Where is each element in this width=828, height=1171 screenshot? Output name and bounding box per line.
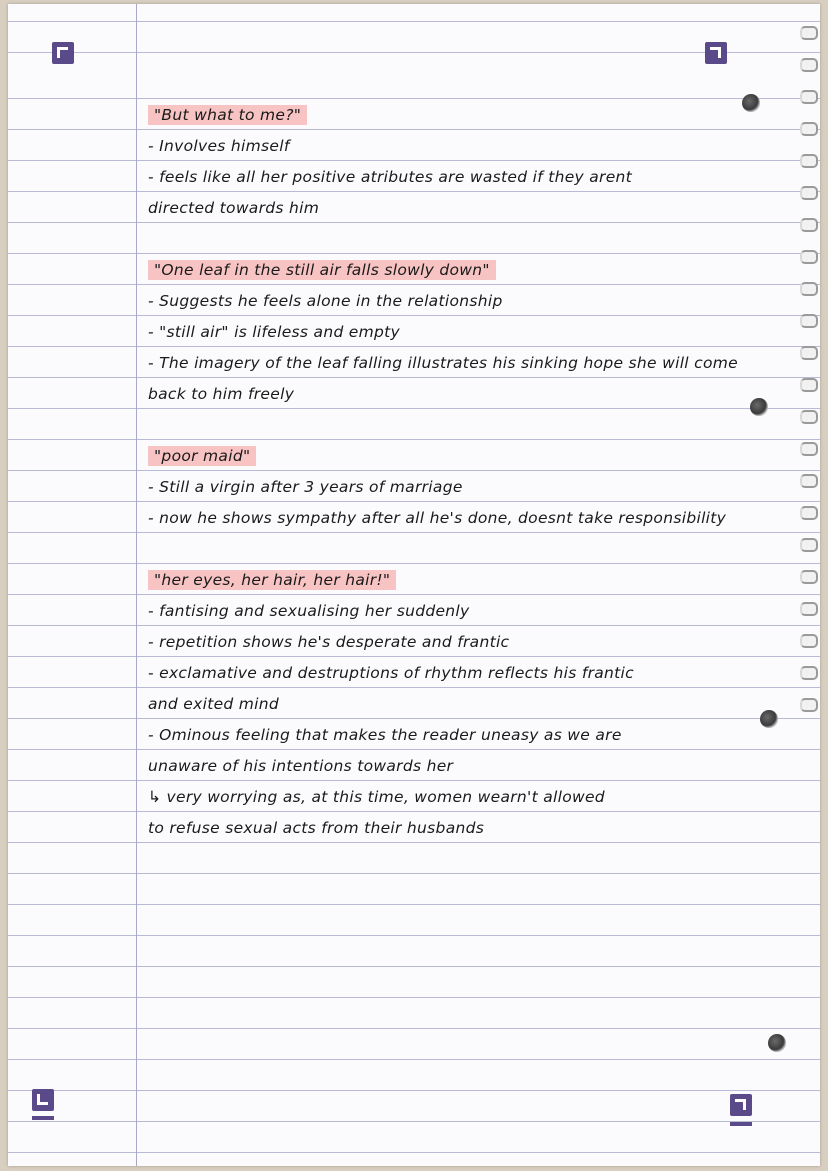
quote-highlight: "One leaf in the still air falls slowly down" bbox=[148, 260, 496, 280]
note-line: - feels like all her positive atributes are wasted if they arent bbox=[148, 168, 633, 186]
handwritten-notes bbox=[148, 100, 818, 844]
corner-mark-bottom-right-icon bbox=[730, 1094, 752, 1116]
note-section bbox=[148, 565, 818, 844]
note-line: and exited mind bbox=[148, 695, 280, 713]
margin-line bbox=[136, 4, 137, 1166]
note-line: unaware of his intentions towards her bbox=[148, 757, 454, 775]
note-line: - The imagery of the leaf falling illustrates his sinking hope she will come bbox=[148, 354, 738, 372]
corner-dash-bottom-right bbox=[730, 1122, 752, 1126]
note-line: - repetition shows he's desperate and frantic bbox=[148, 633, 510, 651]
note-line: - exclamative and destruptions of rhythm reflects his frantic bbox=[148, 664, 634, 682]
note-line: - Still a virgin after 3 years of marriage bbox=[148, 478, 463, 496]
spiral-coil-icon bbox=[800, 26, 818, 40]
note-line: - Ominous feeling that makes the reader uneasy as we are bbox=[148, 726, 622, 744]
note-section bbox=[148, 441, 818, 534]
quote-highlight: "poor maid" bbox=[148, 446, 256, 466]
notebook-page bbox=[8, 4, 820, 1166]
note-line: - fantising and sexualising her suddenly bbox=[148, 602, 470, 620]
note-line: - Involves himself bbox=[148, 137, 290, 155]
note-line: ↳ very worrying as, at this time, women wearn't allowed bbox=[148, 788, 605, 806]
corner-dash-bottom-left bbox=[32, 1116, 54, 1120]
quote-highlight: "her eyes, her hair, her hair!" bbox=[148, 570, 396, 590]
note-line: - now he shows sympathy after all he's done, doesnt take responsibility bbox=[148, 509, 727, 527]
note-line: back to him freely bbox=[148, 385, 295, 403]
spiral-coil-icon bbox=[800, 58, 818, 72]
note-section bbox=[148, 100, 818, 224]
note-section bbox=[148, 255, 818, 410]
note-line: - "still air" is lifeless and empty bbox=[148, 323, 401, 341]
quote-highlight: "But what to me?" bbox=[148, 105, 307, 125]
note-line: to refuse sexual acts from their husbands bbox=[148, 819, 485, 837]
corner-mark-bottom-left-icon bbox=[32, 1089, 54, 1111]
punch-hole-icon bbox=[768, 1034, 786, 1052]
note-line: directed towards him bbox=[148, 199, 320, 217]
note-line: - Suggests he feels alone in the relationship bbox=[148, 292, 503, 310]
corner-mark-top-right-icon bbox=[705, 42, 727, 64]
corner-mark-top-left-icon bbox=[52, 42, 74, 64]
